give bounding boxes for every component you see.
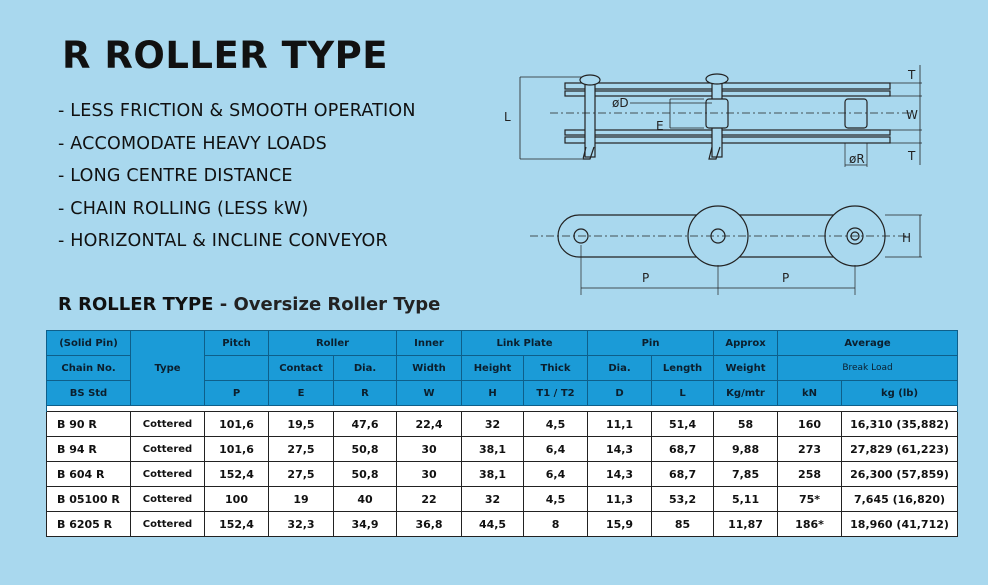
header-unit-h: H <box>462 381 524 406</box>
table-cell: 34,9 <box>334 512 397 537</box>
table-title-rest: - Oversize Roller Type <box>213 294 441 315</box>
table-cell: 101,6 <box>205 437 269 462</box>
header-unit-d: D <box>588 381 652 406</box>
header-roller-dia: Dia. <box>334 356 397 381</box>
table-cell: 14,3 <box>588 462 652 487</box>
feature-item: - ACCOMODATE HEAVY LOADS <box>58 133 327 154</box>
table-cell: 32 <box>462 487 524 512</box>
label-p2: P <box>782 271 790 285</box>
table-cell: 38,1 <box>462 437 524 462</box>
table-cell: 6,4 <box>524 462 588 487</box>
left-pin-head <box>580 75 600 85</box>
table-cell: 18,960 (41,712) <box>842 512 958 537</box>
header-length: Length <box>652 356 714 381</box>
table-cell: 44,5 <box>462 512 524 537</box>
label-r: øR <box>849 152 865 166</box>
table-cell: 30 <box>397 437 462 462</box>
right-roller <box>845 99 867 128</box>
table-cell: 53,2 <box>652 487 714 512</box>
header-roller: Roller <box>269 331 397 356</box>
label-l: L <box>504 110 511 124</box>
table-cell: 26,300 (57,859) <box>842 462 958 487</box>
feature-item: - LESS FRICTION & SMOOTH OPERATION <box>58 101 416 121</box>
header-break-load: Break Load <box>778 356 958 381</box>
header-bs-std: BS Std <box>47 381 131 406</box>
feature-item: - LONG CENTRE DISTANCE <box>58 166 293 186</box>
label-p1: P <box>642 271 650 285</box>
header-width: Width <box>397 356 462 381</box>
label-e: E <box>656 119 664 133</box>
table-cell: 51,4 <box>652 412 714 437</box>
header-unit-kg-lb: kg (lb) <box>842 381 958 406</box>
table-cell: 68,7 <box>652 462 714 487</box>
table-cell: 38,1 <box>462 462 524 487</box>
header-pin: Pin <box>588 331 714 356</box>
header-unit-e: E <box>269 381 334 406</box>
top-outer-plate <box>565 83 890 89</box>
table-cell: 22,4 <box>397 412 462 437</box>
table-cell: 19,5 <box>269 412 334 437</box>
table-row <box>47 437 958 462</box>
table-cell: 27,829 (61,223) <box>842 437 958 462</box>
table-cell: 58 <box>714 412 778 437</box>
chain-no-cell: B 05100 R <box>47 487 131 512</box>
chain-no-cell: B 6205 R <box>47 512 131 537</box>
table-row <box>47 462 958 487</box>
header-height: Height <box>462 356 524 381</box>
table-cell: Cottered <box>131 462 205 487</box>
header-unit-kg-mtr: Kg/mtr <box>714 381 778 406</box>
table-cell: 47,6 <box>334 412 397 437</box>
table-cell: 16,310 (35,882) <box>842 412 958 437</box>
table-cell: 11,3 <box>588 487 652 512</box>
header-average: Average <box>778 331 958 356</box>
feature-item: - CHAIN ROLLING (LESS kW) <box>58 198 309 219</box>
header-pitch-blank <box>205 356 269 381</box>
table-cell: 258 <box>778 462 842 487</box>
spec-table <box>46 330 958 537</box>
table-cell: 22 <box>397 487 462 512</box>
table-cell: 36,8 <box>397 512 462 537</box>
table-row <box>47 512 958 537</box>
table-cell: 7,85 <box>714 462 778 487</box>
feature-item: - HORIZONTAL & INCLINE CONVEYOR <box>58 231 388 251</box>
header-weight: Weight <box>714 356 778 381</box>
header-solid-pin: (Solid Pin) <box>47 331 131 356</box>
table-body <box>47 412 958 537</box>
table-cell: 8 <box>524 512 588 537</box>
table-cell: 100 <box>205 487 269 512</box>
table-cell: 273 <box>778 437 842 462</box>
table-row <box>47 487 958 512</box>
chain-no-cell: B 604 R <box>47 462 131 487</box>
header-unit-r: R <box>334 381 397 406</box>
table-title-main: R ROLLER TYPE <box>58 294 214 315</box>
table-cell: 101,6 <box>205 412 269 437</box>
header-unit-p: P <box>205 381 269 406</box>
table-cell: 5,11 <box>714 487 778 512</box>
table-cell: Cottered <box>131 512 205 537</box>
table-cell: 19 <box>269 487 334 512</box>
header-unit-l: L <box>652 381 714 406</box>
table-cell: 6,4 <box>524 437 588 462</box>
left-pin <box>585 77 595 157</box>
header-unit-kn: kN <box>778 381 842 406</box>
header-type: Type <box>131 331 205 406</box>
label-t-top: T <box>908 68 916 82</box>
label-t-bottom: T <box>908 149 916 163</box>
header-unit-w: W <box>397 381 462 406</box>
table-cell: 14,3 <box>588 437 652 462</box>
page-title: R ROLLER TYPE <box>62 34 389 77</box>
header-unit-t: T1 / T2 <box>524 381 588 406</box>
bottom-inner-plate <box>565 130 890 135</box>
table-cell: 186* <box>778 512 842 537</box>
bottom-outer-plate <box>565 137 890 143</box>
table-cell: 27,5 <box>269 462 334 487</box>
table-cell: 4,5 <box>524 412 588 437</box>
chain-no-cell: B 90 R <box>47 412 131 437</box>
header-pin-dia: Dia. <box>588 356 652 381</box>
chain-no-cell: B 94 R <box>47 437 131 462</box>
table-cell: 152,4 <box>205 462 269 487</box>
table-cell: 75* <box>778 487 842 512</box>
table-cell: Cottered <box>131 487 205 512</box>
header-approx: Approx <box>714 331 778 356</box>
table-title <box>58 294 440 315</box>
table-cell: 85 <box>652 512 714 537</box>
table-cell: 9,88 <box>714 437 778 462</box>
table-cell: 160 <box>778 412 842 437</box>
table-cell: 7,645 (16,820) <box>842 487 958 512</box>
header-chain-no: Chain No. <box>47 356 131 381</box>
table-cell: 68,7 <box>652 437 714 462</box>
header-contact: Contact <box>269 356 334 381</box>
table-cell: 50,8 <box>334 462 397 487</box>
header-link-plate: Link Plate <box>462 331 588 356</box>
table-cell: 15,9 <box>588 512 652 537</box>
table-cell: Cottered <box>131 437 205 462</box>
table-cell: 32,3 <box>269 512 334 537</box>
table-cell: 40 <box>334 487 397 512</box>
table-cell: 32 <box>462 412 524 437</box>
label-w: W <box>906 108 918 122</box>
table-cell: 11,1 <box>588 412 652 437</box>
table-cell: Cottered <box>131 412 205 437</box>
header-pitch: Pitch <box>205 331 269 356</box>
table-cell: 152,4 <box>205 512 269 537</box>
table-header <box>47 331 958 406</box>
table-cell: 50,8 <box>334 437 397 462</box>
label-d: øD <box>612 96 629 110</box>
table-cell: 11,87 <box>714 512 778 537</box>
label-h: H <box>902 231 912 245</box>
middle-pin-head <box>706 74 728 84</box>
chain-diagram <box>490 55 940 295</box>
table-row <box>47 412 958 437</box>
header-thick: Thick <box>524 356 588 381</box>
table-cell: 27,5 <box>269 437 334 462</box>
table-cell: 4,5 <box>524 487 588 512</box>
header-inner: Inner <box>397 331 462 356</box>
feature-list <box>58 95 416 258</box>
table-cell: 30 <box>397 462 462 487</box>
